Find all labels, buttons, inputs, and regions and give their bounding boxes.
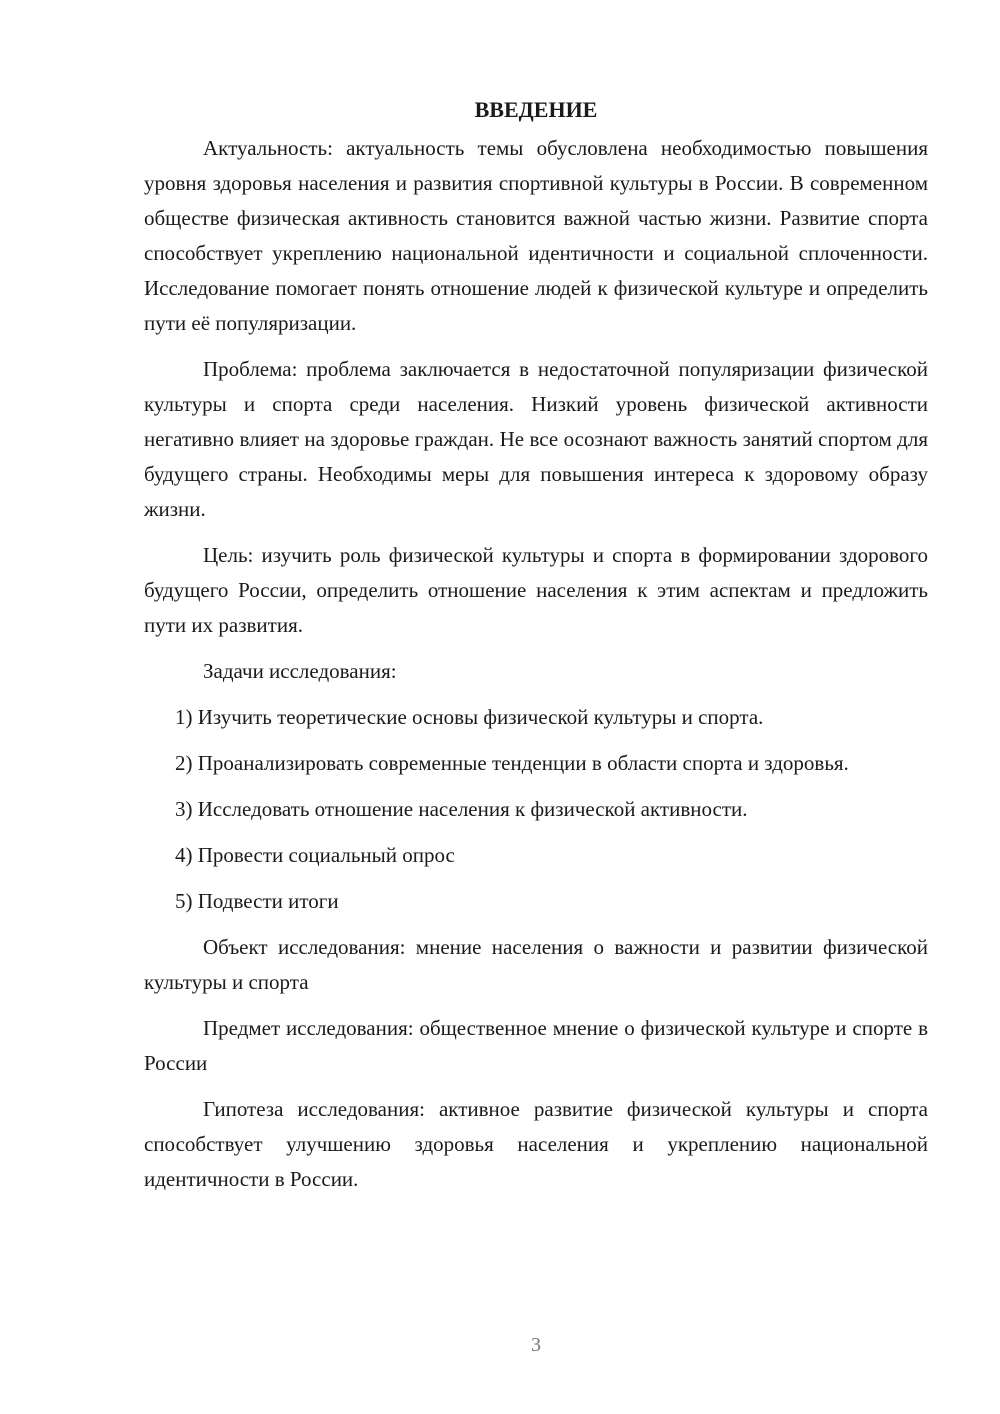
task-item: 5) Подвести итоги bbox=[175, 889, 339, 913]
hypothesis-paragraph: Гипотеза исследования: активное развитие физической культуры и спорта способствует улучшению здоровья населения и укреплению национальной идентичности в России. bbox=[144, 1097, 928, 1191]
page-number: 3 bbox=[531, 1334, 541, 1356]
task-item: 1) Изучить теоретические основы физической культуры и спорта. bbox=[175, 705, 764, 729]
task-item: 4) Провести социальный опрос bbox=[175, 843, 455, 867]
task-item: 3) Исследовать отношение населения к физической активности. bbox=[175, 797, 748, 821]
task-item: 2) Проанализировать современные тенденции в области спорта и здоровья. bbox=[175, 751, 849, 775]
relevance-paragraph: Актуальность: актуальность темы обусловлена необходимостью повышения уровня здоровья населения и развития спортивной культуры в России. В современном обществе физическая активность становится важной частью жизни. Развитие спорта способствует укреплению национальной идентичности и социальной сплоченности. Исследование помогает понять отношение людей к физической культуре и определить пути её популяризации. bbox=[144, 136, 928, 335]
subject-paragraph: Предмет исследования: общественное мнение о физической культуре и спорте в России bbox=[144, 1016, 928, 1075]
tasks-heading: Задачи исследования: bbox=[203, 659, 397, 683]
document-title: ВВЕДЕНИЕ bbox=[474, 97, 598, 122]
object-paragraph: Объект исследования: мнение населения о важности и развитии физической культуры и спорта bbox=[144, 935, 928, 994]
document-page bbox=[144, 92, 928, 1208]
goal-paragraph: Цель: изучить роль физической культуры и спорта в формировании здорового будущего России, определить отношение населения к этим аспектам и предложить пути их развития. bbox=[144, 543, 928, 637]
problem-paragraph: Проблема: проблема заключается в недостаточной популяризации физической культуры и спорта среди населения. Низкий уровень физической активности негативно влияет на здоровье граждан. Не все осознают важность занятий спортом для будущего страны. Необходимы меры для повышения интереса к здоровому образу жизни. bbox=[144, 357, 928, 521]
